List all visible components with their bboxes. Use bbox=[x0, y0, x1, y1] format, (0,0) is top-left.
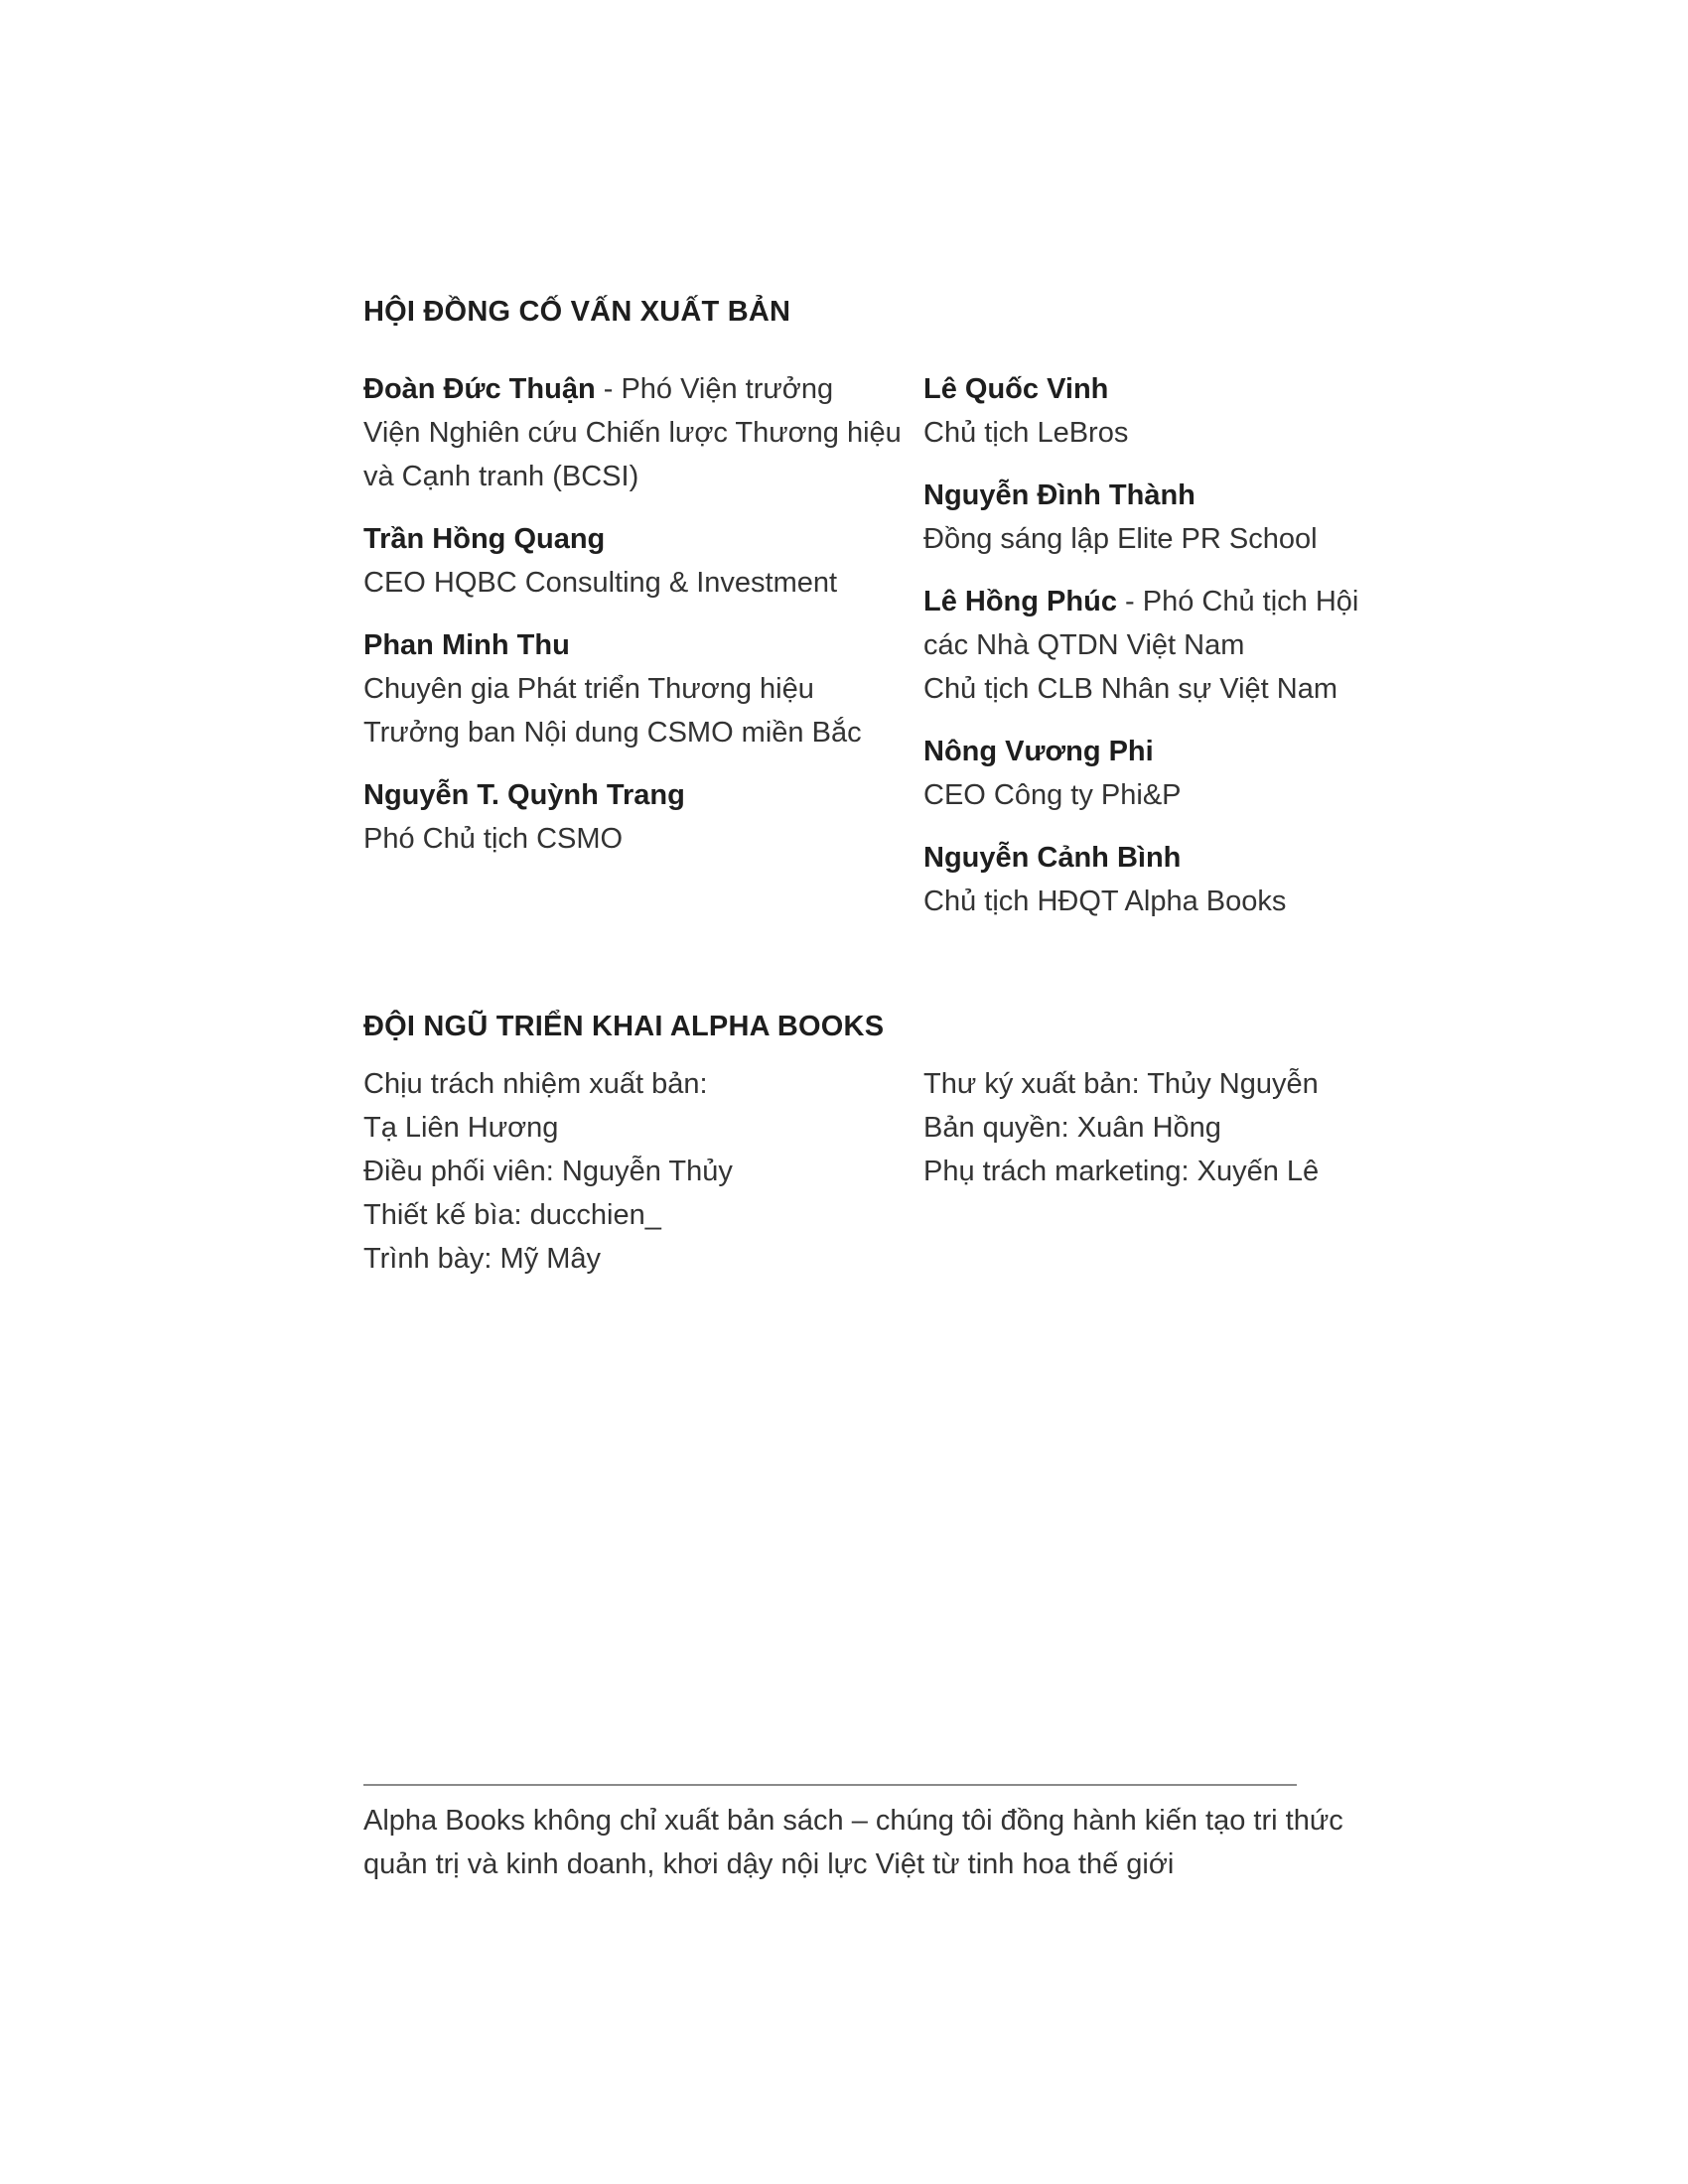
advisory-board-heading: HỘI ĐỒNG CỐ VẤN XUẤT BẢN bbox=[363, 296, 791, 328]
advisor-role-line: Chuyên gia Phát triển Thương hiệu bbox=[363, 673, 814, 705]
advisor-entry bbox=[363, 623, 900, 754]
advisor-name: Lê Quốc Vinh bbox=[923, 373, 1109, 405]
advisor-role-line: Chủ tịch CLB Nhân sự Việt Nam bbox=[923, 673, 1338, 705]
team-credit-line: Bản quyền: Xuân Hồng bbox=[923, 1112, 1221, 1144]
advisor-entry bbox=[923, 730, 1460, 817]
advisor-entry bbox=[363, 367, 900, 498]
advisor-role-line: CEO Công ty Phi&P bbox=[923, 779, 1182, 811]
advisory-right-column bbox=[923, 367, 1460, 942]
advisor-title-inline: - Phó Viện trưởng bbox=[595, 373, 834, 405]
advisor-name: Nguyễn Cảnh Bình bbox=[923, 842, 1182, 874]
team-heading: ĐỘI NGŨ TRIỂN KHAI ALPHA BOOKS bbox=[363, 1011, 885, 1042]
advisor-name: Nguyễn T. Quỳnh Trang bbox=[363, 779, 685, 811]
advisor-entry bbox=[923, 836, 1460, 923]
advisor-role-line: Chủ tịch HĐQT Alpha Books bbox=[923, 886, 1287, 917]
advisor-entry bbox=[923, 367, 1460, 455]
advisor-role-line: Viện Nghiên cứu Chiến lược Thương hiệu bbox=[363, 417, 902, 449]
footer-tagline bbox=[363, 1799, 1343, 1886]
team-credit-line: Trình bày: Mỹ Mây bbox=[363, 1243, 602, 1275]
advisor-role-line: Phó Chủ tịch CSMO bbox=[363, 823, 624, 855]
advisor-title-inline: - Phó Chủ tịch Hội bbox=[1116, 586, 1359, 617]
team-credit-line: Thiết kế bìa: ducchien_ bbox=[363, 1199, 661, 1231]
advisor-name: Phan Minh Thu bbox=[363, 629, 570, 661]
footer-tagline-line: Alpha Books không chỉ xuất bản sách – chúng tôi đồng hành kiến tạo tri thức bbox=[363, 1805, 1343, 1837]
advisor-name: Đoàn Đức Thuận bbox=[363, 373, 596, 405]
advisor-role-line: các Nhà QTDN Việt Nam bbox=[923, 629, 1245, 661]
team-credit-line: Phụ trách marketing: Xuyến Lê bbox=[923, 1156, 1320, 1187]
advisor-role-line: Đồng sáng lập Elite PR School bbox=[923, 523, 1318, 555]
advisor-name: Trần Hồng Quang bbox=[363, 523, 606, 555]
advisor-name: Nguyễn Đình Thành bbox=[923, 479, 1196, 511]
advisory-left-column bbox=[363, 367, 900, 880]
advisor-name: Nông Vương Phi bbox=[923, 736, 1154, 767]
team-credit-line: Chịu trách nhiệm xuất bản: bbox=[363, 1068, 708, 1100]
advisor-role-line: Trưởng ban Nội dung CSMO miền Bắc bbox=[363, 717, 862, 749]
advisor-role-line: CEO HQBC Consulting & Investment bbox=[363, 567, 838, 599]
team-credit-line: Điều phối viên: Nguyễn Thủy bbox=[363, 1156, 733, 1187]
team-right-column bbox=[923, 1062, 1460, 1193]
footer-divider bbox=[363, 1784, 1297, 1786]
advisor-entry bbox=[923, 474, 1460, 561]
advisor-role-line: và Cạnh tranh (BCSI) bbox=[363, 461, 639, 492]
team-credit-line: Tạ Liên Hương bbox=[363, 1112, 559, 1144]
advisor-name: Lê Hồng Phúc bbox=[923, 586, 1117, 617]
footer-tagline-line: quản trị và kinh doanh, khơi dậy nội lực Việt từ tinh hoa thế giới bbox=[363, 1848, 1175, 1880]
advisor-role-line: Chủ tịch LeBros bbox=[923, 417, 1129, 449]
team-left-column bbox=[363, 1062, 900, 1281]
advisor-entry bbox=[363, 517, 900, 605]
advisor-entry bbox=[923, 580, 1460, 711]
advisor-entry bbox=[363, 773, 900, 861]
team-credit-line: Thư ký xuất bản: Thủy Nguyễn bbox=[923, 1068, 1319, 1100]
